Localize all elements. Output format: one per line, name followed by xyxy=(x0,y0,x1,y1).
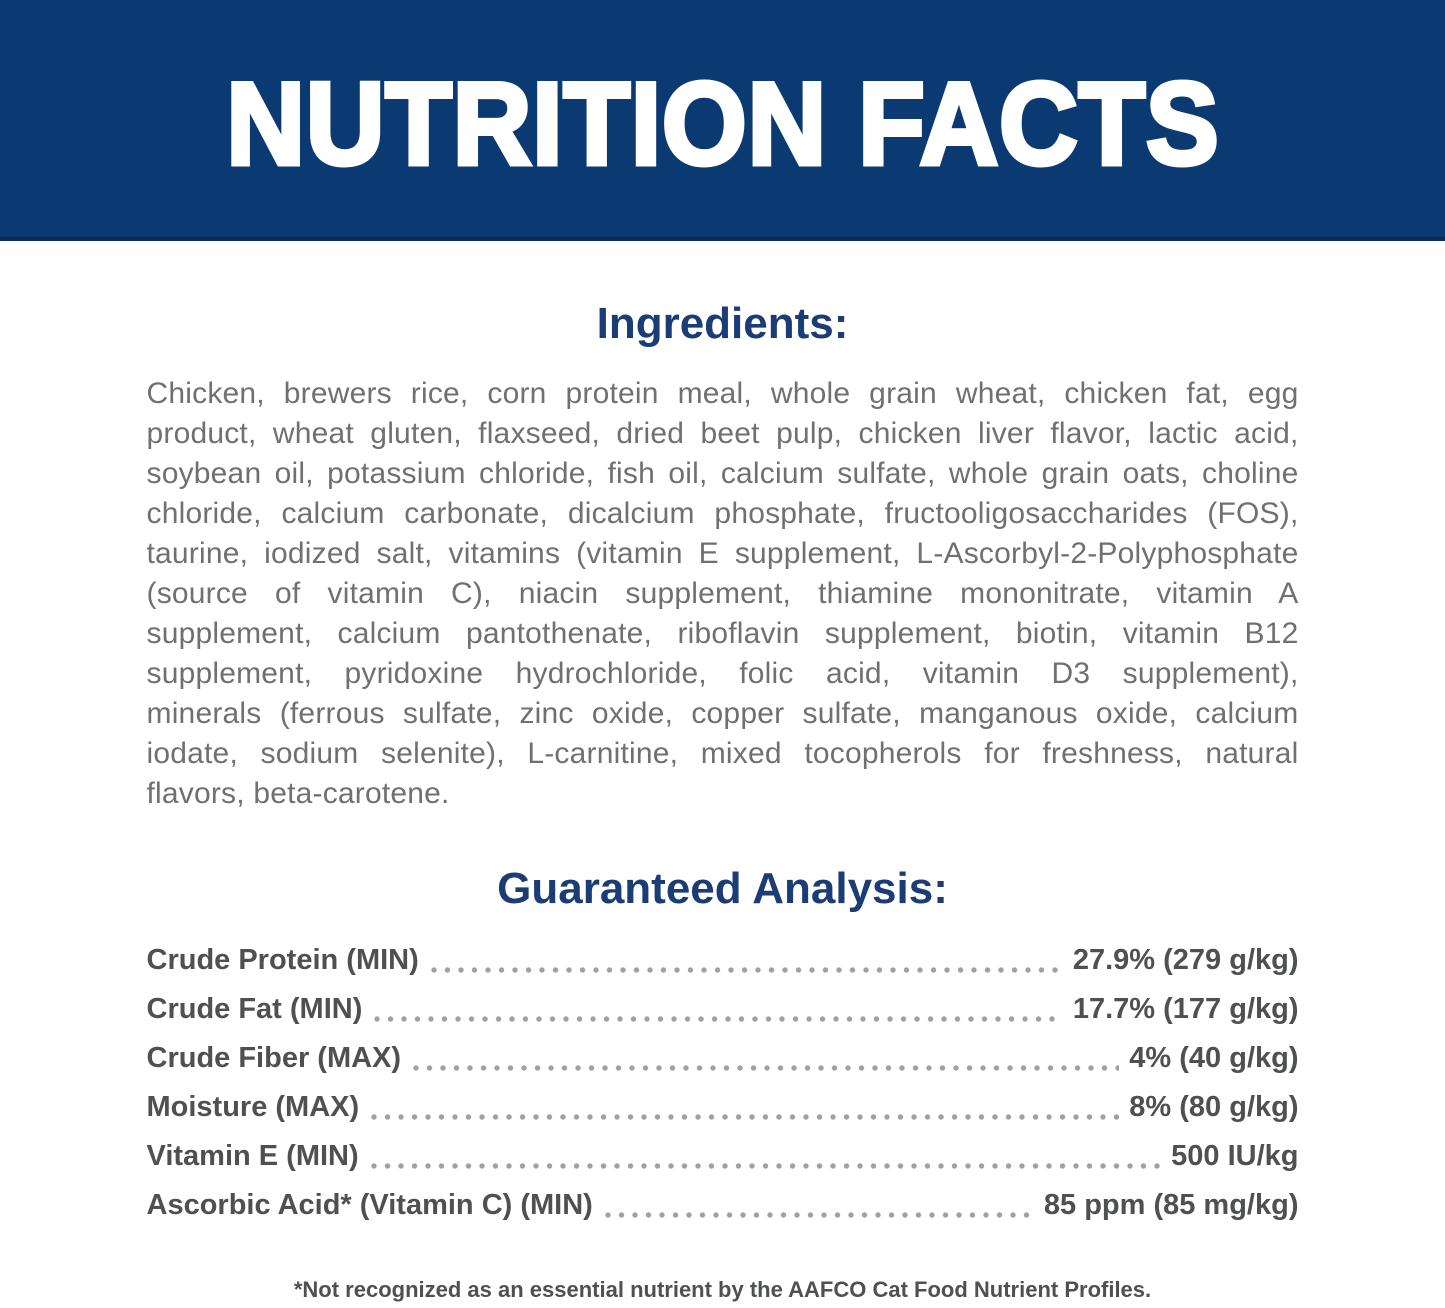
ingredient-line: product, wheat gluten, flaxseed, dried beet pulp, chicken liver flavor, lactic acid, xyxy=(146,416,1299,450)
label-content xyxy=(147,299,1299,1303)
analysis-row-value: 17.7% (177 g/kg) xyxy=(1072,993,1299,1026)
aafco-footnote: *Not recognized as an essential nutrient by the AAFCO Cat Food Nutrient Profiles. xyxy=(293,1277,1152,1303)
ingredient-line: (source of vitamin C), niacin supplement, thiamine mononitrate, vitamin A xyxy=(146,576,1299,610)
analysis-row xyxy=(147,1132,1299,1181)
ingredient-line: flavors, beta-carotene. xyxy=(146,776,450,810)
analysis-row-label: Crude Fat (MIN) xyxy=(146,993,363,1026)
analysis-row-label: Crude Protein (MIN) xyxy=(146,944,419,977)
analysis-row xyxy=(147,985,1299,1034)
analysis-row-label: Vitamin E (MIN) xyxy=(146,1140,359,1173)
analysis-row-value: 27.9% (279 g/kg) xyxy=(1072,944,1299,977)
guaranteed-analysis-heading: Guaranteed Analysis: xyxy=(497,863,948,913)
analysis-row xyxy=(147,1181,1299,1230)
dot-leader xyxy=(371,1114,1119,1120)
analysis-row-value: 8% (80 g/kg) xyxy=(1129,1091,1299,1124)
ingredient-line: taurine, iodized salt, vitamins (vitamin E supplement, L-Ascorbyl-2-Polyphosphate xyxy=(146,536,1299,570)
analysis-row-label: Crude Fiber (MAX) xyxy=(146,1042,402,1075)
analysis-row xyxy=(147,1034,1299,1083)
dot-leader xyxy=(371,1163,1162,1169)
dot-leader xyxy=(374,1016,1062,1022)
dot-leader xyxy=(413,1065,1119,1071)
guaranteed-analysis-section xyxy=(147,864,1299,1231)
ingredient-line: chloride, calcium carbonate, dicalcium phosphate, fructooligosaccharides (FOS), xyxy=(146,496,1299,530)
analysis-row xyxy=(147,1083,1299,1132)
ingredients-section xyxy=(147,299,1299,814)
analysis-row-value: 85 ppm (85 mg/kg) xyxy=(1043,1189,1299,1222)
ingredients-paragraph xyxy=(147,374,1299,814)
ingredients-heading: Ingredients: xyxy=(596,299,849,348)
ingredient-line: soybean oil, potassium chloride, fish oil, calcium sulfate, whole grain oats, choline xyxy=(146,456,1299,490)
ingredient-line: Chicken, brewers rice, corn protein meal, whole grain wheat, chicken fat, egg xyxy=(146,376,1299,410)
ingredient-line: minerals (ferrous sulfate, zinc oxide, copper sulfate, manganous oxide, calcium xyxy=(146,696,1299,730)
analysis-rows xyxy=(147,936,1299,1230)
ingredient-line: supplement, calcium pantothenate, riboflavin supplement, biotin, vitamin B12 xyxy=(146,616,1299,650)
analysis-row-label: Moisture (MAX) xyxy=(146,1091,360,1124)
dot-leader xyxy=(605,1212,1034,1218)
analysis-row-value: 500 IU/kg xyxy=(1171,1140,1299,1173)
dot-leader xyxy=(431,967,1063,973)
ingredient-line: iodate, sodium selenite), L-carnitine, mixed tocopherols for freshness, natural xyxy=(146,736,1299,770)
header-band xyxy=(0,0,1445,241)
analysis-row-label: Ascorbic Acid* (Vitamin C) (MIN) xyxy=(146,1189,593,1222)
nutrition-facts-title: NUTRITION FACTS xyxy=(225,58,1220,189)
ingredient-line: supplement, pyridoxine hydrochloride, folic acid, vitamin D3 supplement), xyxy=(146,656,1299,690)
analysis-row-value: 4% (40 g/kg) xyxy=(1129,1042,1299,1075)
analysis-row xyxy=(147,936,1299,985)
